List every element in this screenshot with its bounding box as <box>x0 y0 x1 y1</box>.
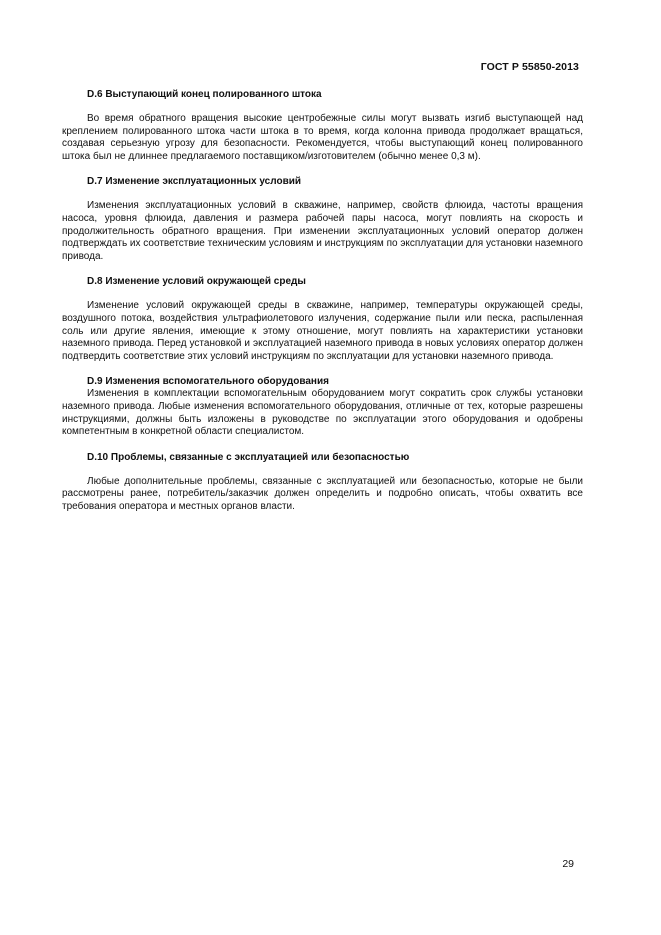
document-body <box>62 88 583 513</box>
section-d10 <box>62 451 583 514</box>
document-header-standard: ГОСТ Р 55850-2013 <box>480 61 579 73</box>
section-d9 <box>62 375 583 438</box>
section-paragraph: Изменения эксплуатационных условий в скважине, например, свойств флюида, частоты вращения насоса, уровня флюида, давления и размера рабочей пары насоса, могут повлиять на скорость и продолжительность обратного вращения. При изменении эксплуатационных условий оператор должен подтверждать их соответствие техническим условиям и инструкциям по эксплуатации для установки наземного привода. <box>62 200 583 262</box>
section-title: D.10 Проблемы, связанные с эксплуатацией или безопасностью <box>87 451 410 463</box>
page-number: 29 <box>562 858 574 870</box>
section-title: D.7 Изменение эксплуатационных условий <box>87 176 302 188</box>
section-title: D.6 Выступающий конец полированного штока <box>87 89 322 100</box>
section-title: D.9 Изменения вспомогательного оборудования <box>87 376 329 388</box>
section-paragraph: Во время обратного вращения высокие центробежные силы могут вызвать изгиб выступающей над креплением полированного штока части штока в то время, когда колонна привода продолжает вращаться, создавая серьезную угрозу для безопасности. Рекомендуется, чтобы выступающий конец полированного штока был не длиннее предлагаемого поставщиком/изготовителем (обычно менее 0,3 м). <box>62 113 583 162</box>
section-d6 <box>62 88 583 163</box>
section-d7 <box>62 175 583 263</box>
section-d8 <box>62 275 583 363</box>
section-paragraph: Изменения в комплектации вспомогательным оборудованием могут сократить срок службы установки наземного привода. Любые изменения вспомогательного оборудования, отличные от тех, которые разрешены инструкциями, должны быть изложены в руководстве по эксплуатации этого оборудования и одобрены компетентным в конкретной области специалистом. <box>62 388 583 438</box>
section-paragraph: Изменение условий окружающей среды в скважине, например, температуры окружающей среды, воздушного потока, воздействия ультрафиолетового излучения, содержание пыли или песка, распыленная соль или другие явления, имеющие к этому отношение, могут повлиять на характеристики установки наземного привода. Перед установкой и эксплуатацией наземного привода в новых условиях оператор должен подтвердить соответствие этих условий инструкциям по эксплуатации для установки наземного привода. <box>62 300 583 362</box>
section-paragraph: Любые дополнительные проблемы, связанные с эксплуатацией или безопасностью, которые не были рассмотрены ранее, потребитель/заказчик должен определить и подробно описать, чтобы охватить все требования оператора и местных органов власти. <box>62 475 583 512</box>
section-title: D.8 Изменение условий окружающей среды <box>87 276 306 288</box>
